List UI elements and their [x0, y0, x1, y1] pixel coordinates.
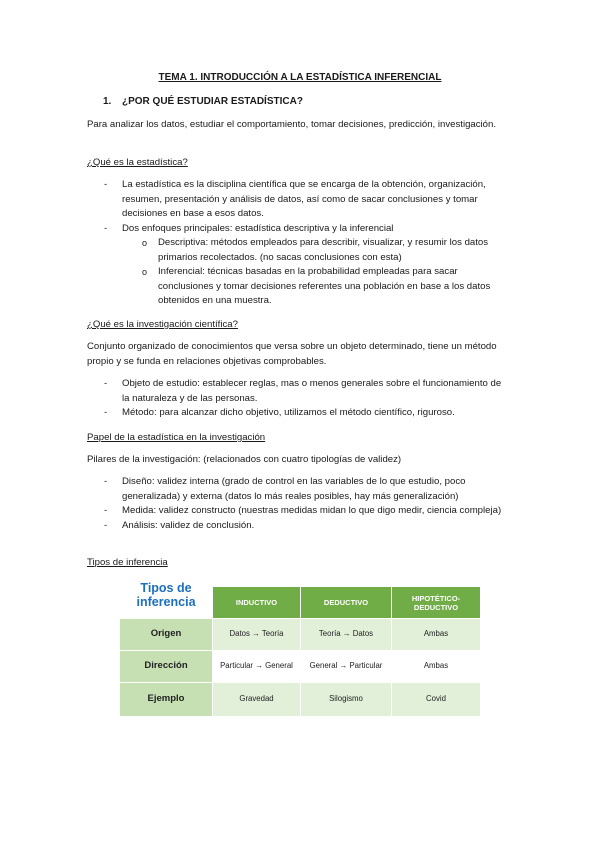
- section-heading-text: ¿POR QUÉ ESTUDIAR ESTADÍSTICA?: [122, 96, 303, 107]
- inference-table: [120, 576, 480, 716]
- table-title: Tipos de inferencia: [136, 581, 196, 609]
- table-cell: Teoría → Datos: [301, 619, 391, 650]
- table-row-label: Ejemplo: [120, 683, 212, 716]
- table-cell: General → Particular: [309, 661, 383, 671]
- sub-list-item: o Inferencial: técnicas basadas en la probabilidad empleadas para sacar conclusiones y tomar decisiones referentes una población en base a los datos obtenidos en una muestra.: [122, 265, 507, 309]
- q3-paragraph: Pilares de la investigación: (relacionados con cuatro tipologías de validez): [87, 454, 402, 465]
- q2-paragraph: Conjunto organizado de conocimientos que versa sobre un objeto determinado, tiene un método propio y se funda en relaciones objetivas comprobables.: [87, 341, 497, 367]
- table-cell: Gravedad: [213, 683, 300, 716]
- table-header-cell: HIPOTÉTICO-DEDUCTIVO: [392, 587, 480, 618]
- q1-list: [87, 178, 507, 309]
- list-item: - Diseño: validez interna (grado de control en las variables de lo que estudio, poco generalizada) y externa (datos lo más reales posibles, hay más generalización): [87, 475, 507, 504]
- document-title: TEMA 1. INTRODUCCIÓN A LA ESTADÍSTICA INFERENCIAL: [158, 72, 442, 83]
- list-item: - Método: para alcanzar dicho objetivo, utilizamos el método científico, riguroso.: [87, 406, 507, 421]
- q1-heading: ¿Qué es la estadística?: [87, 157, 188, 168]
- sub-list-item: o Descriptiva: métodos empleados para describir, visualizar, y resumir los datos primarios recolectados. (no sacas conclusiones con esta): [122, 236, 507, 265]
- q4-heading: Tipos de inferencia: [87, 557, 168, 568]
- table-row-label: Dirección: [120, 651, 212, 682]
- list-item: - La estadística es la disciplina científica que se encarga de la obtención, organización, resumen, presentación y análisis de datos, así como de sacar conclusiones y tomar decisiones en base a esos datos.: [87, 178, 507, 222]
- q2-heading: ¿Qué es la investigación científica?: [87, 319, 238, 330]
- list-item: - Objeto de estudio: establecer reglas, mas o menos generales sobre el funcionamiento de la naturaleza y de las personas.: [87, 377, 507, 406]
- table-row-label: Origen: [120, 619, 212, 650]
- table-header-cell: INDUCTIVO: [213, 587, 300, 618]
- table-cell: Datos → Teoría: [213, 619, 300, 650]
- list-item: - Medida: validez constructo (nuestras medidas midan lo que digo medir, ciencia compleja): [87, 504, 507, 519]
- table-cell: Silogismo: [301, 683, 391, 716]
- table-header-cell: DEDUCTIVO: [301, 587, 391, 618]
- section-number: 1.: [103, 96, 112, 107]
- q2-list: [87, 377, 507, 421]
- list-item: - Análisis: validez de conclusión.: [87, 519, 507, 534]
- list-item: - Dos enfoques principales: estadística descriptiva y la inferencial: [87, 222, 507, 237]
- table-cell: Ambas: [392, 619, 480, 650]
- table-cell: Covid: [392, 683, 480, 716]
- section-heading: [103, 95, 303, 110]
- q3-list: [87, 475, 507, 533]
- q3-heading: Papel de la estadística en la investigación: [87, 432, 266, 443]
- table-cell: Particular → General: [220, 661, 293, 671]
- intro-paragraph: Para analizar los datos, estudiar el comportamiento, tomar decisiones, predicción, investigación.: [87, 119, 497, 130]
- table-cell: Ambas: [423, 661, 449, 671]
